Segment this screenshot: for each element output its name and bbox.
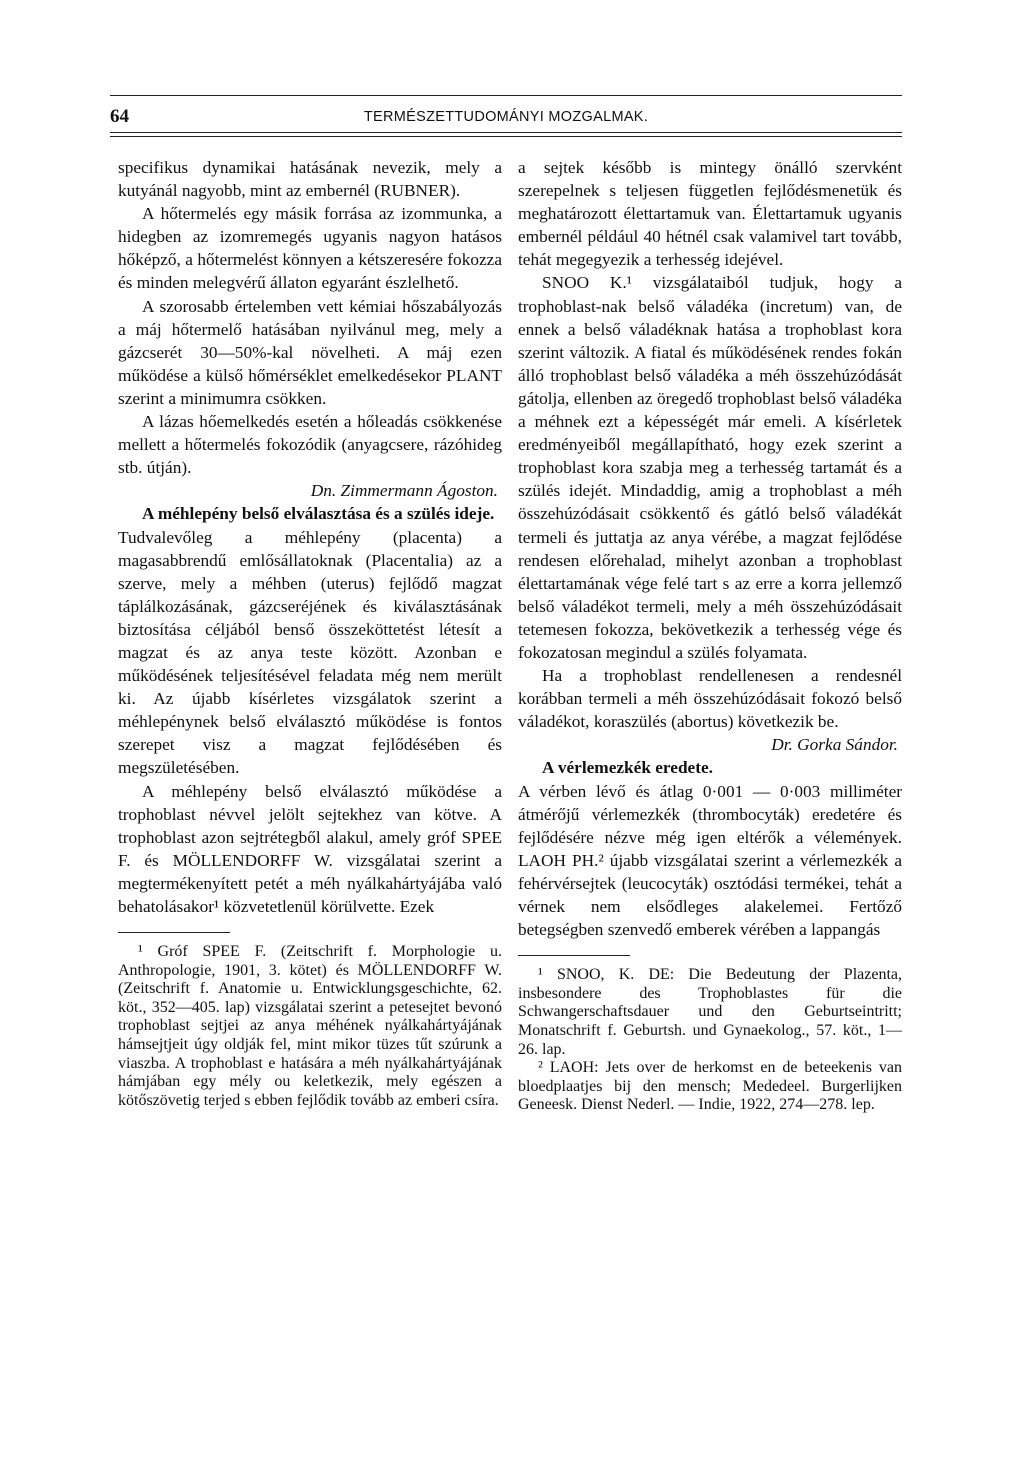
- paragraph: A lázas hőemelkedés esetén a hőleadás csökkenése mellett a hőtermelés fokozódik (anyagcsere, rázóhideg stb. útján).: [118, 412, 502, 478]
- footnote-rule: [118, 932, 230, 933]
- left-column: [118, 156, 502, 1110]
- header-rule-top: [110, 95, 902, 96]
- paragraph: A vérben lévő és átlag 0·001 — 0·003 milliméter átmérőjű vérlemezkék (thrombocyták) eredetére és fejlődésére nézve még igen eltérők a vélemények. LAOH PH.² újabb vizsgálatai szerint a vérlemezkék a fehérvérsejtek (leucocyták) osztódási termékei, tehát a vérnek nem elsődleges alakelemei. Fertőző betegségben szenvedő emberek vérében a lappangás: [518, 781, 902, 940]
- paragraph: specifikus dynamikai hatásának nevezik, mely a kutyánál nagyobb, mint az embernél (RUBNER).: [118, 158, 502, 201]
- page-number: 64: [110, 106, 129, 127]
- article-title: A vérlemezkék eredete.: [542, 758, 713, 778]
- header-rule-bottom: [110, 132, 902, 137]
- paragraph: Tudvalevőleg a méhlepény (placenta) a magasabbrendű emlősállatoknak (Placentalia) az a szerve, mely a méhben (uterus) fejlődő magzat táplálkozásának, gázcseréjének és kiválasztásának biztosítása céljából benső összeköttetést létesít a magzat és az anya teste között. Azonban e működésének teljesítésével feladata még nem merült ki. Az újabb kísérletes vizsgálatok szerint a méhlepénynek belső elválasztó működése is fontos szerepet visz a magzat fejlődésében és megszületésében.: [118, 527, 502, 778]
- paragraph: A szorosabb értelemben vett kémiai hőszabályozás a máj hőtermelő hatásában nyilvánul meg, mely a gázcserét 30—50%-kal növelheti. A máj ezen működése a külső hőmérséklet emelkedésekor PLANT szerint a minimumra csökken.: [118, 296, 502, 408]
- paragraph: Ha a trophoblast rendellenesen a rendesnél korábban termeli a méh összehúzódásait fokozó belső váladékot, koraszülés (abortus) következik be.: [518, 666, 902, 732]
- running-title: TERMÉSZETTUDOMÁNYI MOZGALMAK.: [363, 109, 649, 125]
- author-signature: Dn. Zimmermann Ágoston.: [310, 481, 498, 501]
- paragraph: A hőtermelés egy másik forrása az izommunka, a hidegben az izomremegés ugyanis nagyon hatásos hőképző, a hőtermelést könnyen a kétszeresére fokozza és minden melegvérű állaton egyaránt észlelhető.: [118, 204, 502, 293]
- paragraph: a sejtek később is mintegy önálló szervként szerepelnek s teljesen független fejlődésmenetük és meghatározott élettartamuk van. Élettartamuk ugyanis embernél például 40 hétnél csak valamivel tart tovább, tehát megegyezik a terhesség idejével.: [518, 158, 902, 270]
- paragraph: SNOO K.¹ vizsgálataiból tudjuk, hogy a trophoblast-nak belső váladéka (incretum) van, de ennek a belső váladéknak hatása a trophoblast kora szerint változik. A fiatal és működésének rendes fokán álló trophoblast belső váladéka a méh összehúzódását gátolja, ellenben az öregedő trophoblast belső váladéka a méhnek ezt a képességét már emeli. A kísérletek eredményeiből megállapítható, hogy ezek szerint a trophoblast kora szabja meg a terhesség tartamát és a szülés idejét. Mindaddig, amig a trophoblast a méh összehúzódásait csökkentő és gátló belső váladékát termeli és juttatja az anya vérébe, a magzat fejlődése rendesen előrehalad, mihelyt azonban a trophoblast élettartamának vége felé tart s az erre a korra jellemző belső váladékot termeli, mely a méh összehúzódásait tetemesen fokozza, bekövetkezik a terhesség vége és fokozatosan megindul a szülés folyamata.: [518, 273, 902, 662]
- footnote: ² LAOH: Jets over de herkomst en de beteekenis van bloedplaatjes bij den mensch; Mededeel. Burgerlijken Geneesk. Dienst Nederl. — Indie, 1922, 274—278. lep.: [518, 1059, 902, 1114]
- author-signature: Dr. Gorka Sándor.: [771, 735, 898, 755]
- page-header: [110, 104, 902, 130]
- footnote: ¹ Gróf SPEE F. (Zeitschrift f. Morphologie u. Anthropologie, 1901, 3. kötet) és MÖLLENDORFF W. (Zeitschrift f. Anatomie u. Entwicklungsgeschichte, 62. köt., 352—405. lap) vizsgálatai szerint a petesejtet bevonó trophoblast sejtjei az anya méhének nyálkahártyájának hámsejtjeit úgy oldják fel, mint mikor tüzes tűt szúrunk a viaszba. A trophoblast e hatására a méh nyálkahártyájának hámjában egy mély ou keletkezik, mely egészen a kötőszövetig terjed s ebben fejlődik tovább az emberi csíra.: [118, 943, 502, 1109]
- article-title: A méhlepény belső elválasztása és a szülés ideje.: [142, 504, 495, 524]
- footnote-rule: [518, 955, 630, 956]
- right-column: [518, 156, 902, 1115]
- footnote: ¹ SNOO, K. DE: Die Bedeutung der Plazenta, insbesondere des Trophoblastes für die Schwangerschaftsdauer und den Geburtseintritt; Monatschrift f. Geburtsh. und Gynaekolog., 57. köt., 1—26. lap.: [518, 966, 902, 1058]
- paragraph: A méhlepény belső elválasztó működése a trophoblast névvel jelölt sejtekhez van kötve. A trophoblast azon sejtrétegből alakul, amely gróf SPEE F. és MÖLLENDORFF W. vizsgálatai szerint a megtermékenyített petét a méh nyálkahártyájába való behatolásakor¹ közvetetlenül körülvette. Ezek: [118, 781, 502, 916]
